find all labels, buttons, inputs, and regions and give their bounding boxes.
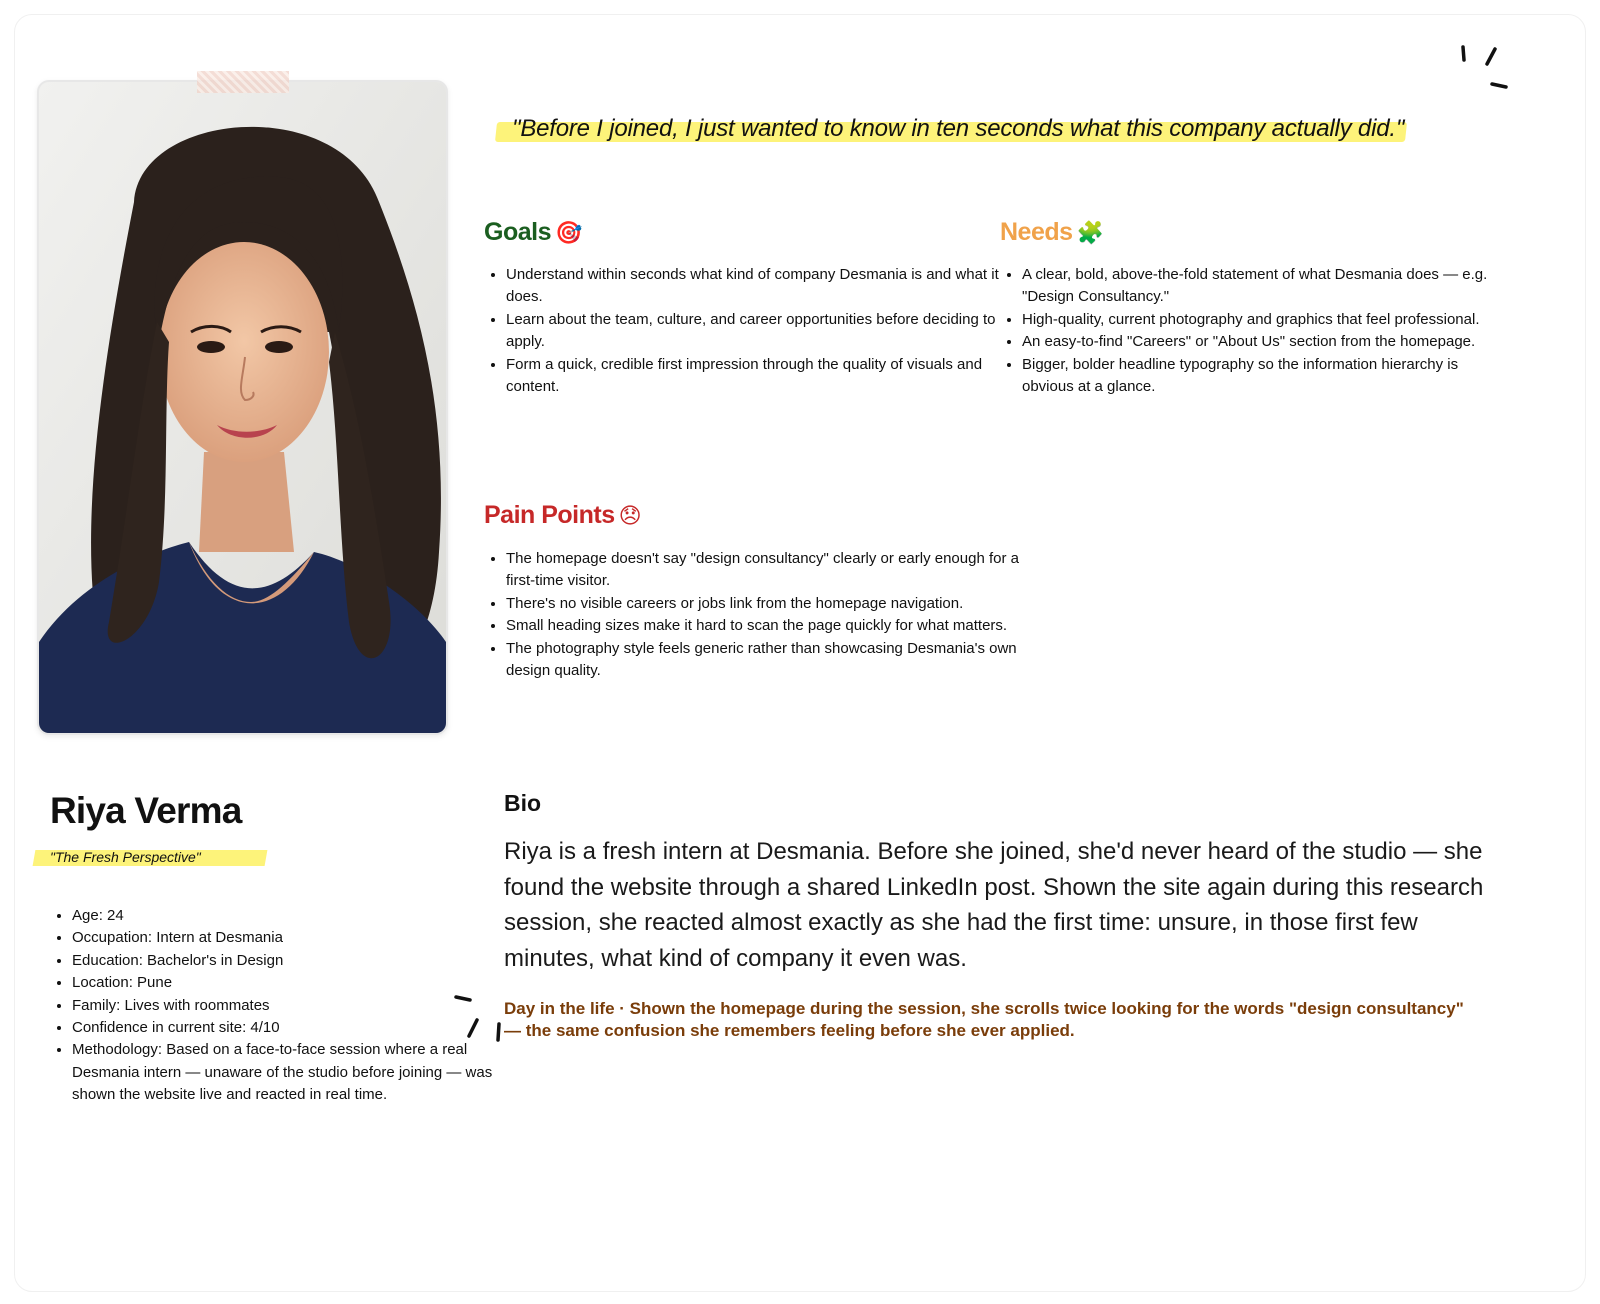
list-item: • Form a quick, credible first impression through the quality of visuals and content. <box>506 354 1020 399</box>
detail-confidence: • Confidence in current site: 4/10 <box>72 1017 512 1039</box>
list-item: • The homepage doesn't say "design consultancy" clearly or early enough for a first-time visitor. <box>506 548 1020 593</box>
needs-heading <box>1000 218 1103 247</box>
puzzle-icon: 🧩 <box>1076 220 1104 245</box>
goals-heading <box>484 218 582 247</box>
persona-details-list <box>50 905 512 1107</box>
detail-family: • Family: Lives with roommates <box>72 995 512 1017</box>
portrait-illustration <box>39 82 446 733</box>
persona-tagline: "The Fresh Perspective" <box>50 849 201 865</box>
bio-heading: Bio <box>504 790 542 816</box>
persona-name: Riya Verma <box>50 790 242 831</box>
bio-text: Riya is a fresh intern at Desmania. Before she joined, she'd never heard of the studio — she found the website through a shared LinkedIn post. Shown the site again during this research session, she reacted almost exactly as she had the first time: unsure, in those first few minutes, what kind of company it even was. <box>504 838 1484 972</box>
needs-list <box>1000 264 1500 398</box>
pain-points-heading <box>484 501 641 530</box>
list-item: • A clear, bold, above-the-fold statement of what Desmania does — e.g. "Design Consultancy." <box>1022 264 1500 309</box>
needs-title: Needs <box>1000 218 1073 246</box>
list-item: • Learn about the team, culture, and career opportunities before deciding to apply. <box>506 309 1020 354</box>
detail-occupation: • Occupation: Intern at Desmania <box>72 927 512 949</box>
list-item: • High-quality, current photography and graphics that feel professional. <box>1022 309 1500 331</box>
list-item: • Small heading sizes make it hard to scan the page quickly for what matters. <box>506 615 1020 637</box>
list-item: • There's no visible careers or jobs link from the homepage navigation. <box>506 593 1020 615</box>
persona-quote: "Before I joined, I just wanted to know in ten seconds what this company actually did." <box>512 115 1405 142</box>
list-item: • An easy-to-find "Careers" or "About Us" section from the homepage. <box>1022 331 1500 353</box>
pain-points-title: Pain Points <box>484 501 615 529</box>
day-in-the-life: Day in the life · Shown the homepage during the session, she scrolls twice looking for the words "design consultancy" — the same confusion she remembers feeling before she ever applied. <box>504 999 1464 1040</box>
goals-title: Goals <box>484 218 551 246</box>
detail-location: • Location: Pune <box>72 972 512 994</box>
disappointed-face-icon: 😞 <box>618 503 642 528</box>
detail-age: • Age: 24 <box>72 905 512 927</box>
detail-methodology: • Methodology: Based on a face-to-face session where a real Desmania intern — unaware of the studio before joining — was shown the website live and reacted in real time. <box>72 1039 512 1106</box>
pain-points-list <box>484 548 1020 682</box>
list-item: • Bigger, bolder headline typography so the information hierarchy is obvious at a glance. <box>1022 354 1500 399</box>
detail-education: • Education: Bachelor's in Design <box>72 950 512 972</box>
washi-tape <box>197 71 289 93</box>
goals-list <box>484 264 1020 398</box>
persona-photo <box>37 80 448 735</box>
list-item: • Understand within seconds what kind of company Desmania is and what it does. <box>506 264 1020 309</box>
list-item: • The photography style feels generic rather than showcasing Desmania's own design quality. <box>506 638 1020 683</box>
target-icon: 🎯 <box>554 220 582 245</box>
